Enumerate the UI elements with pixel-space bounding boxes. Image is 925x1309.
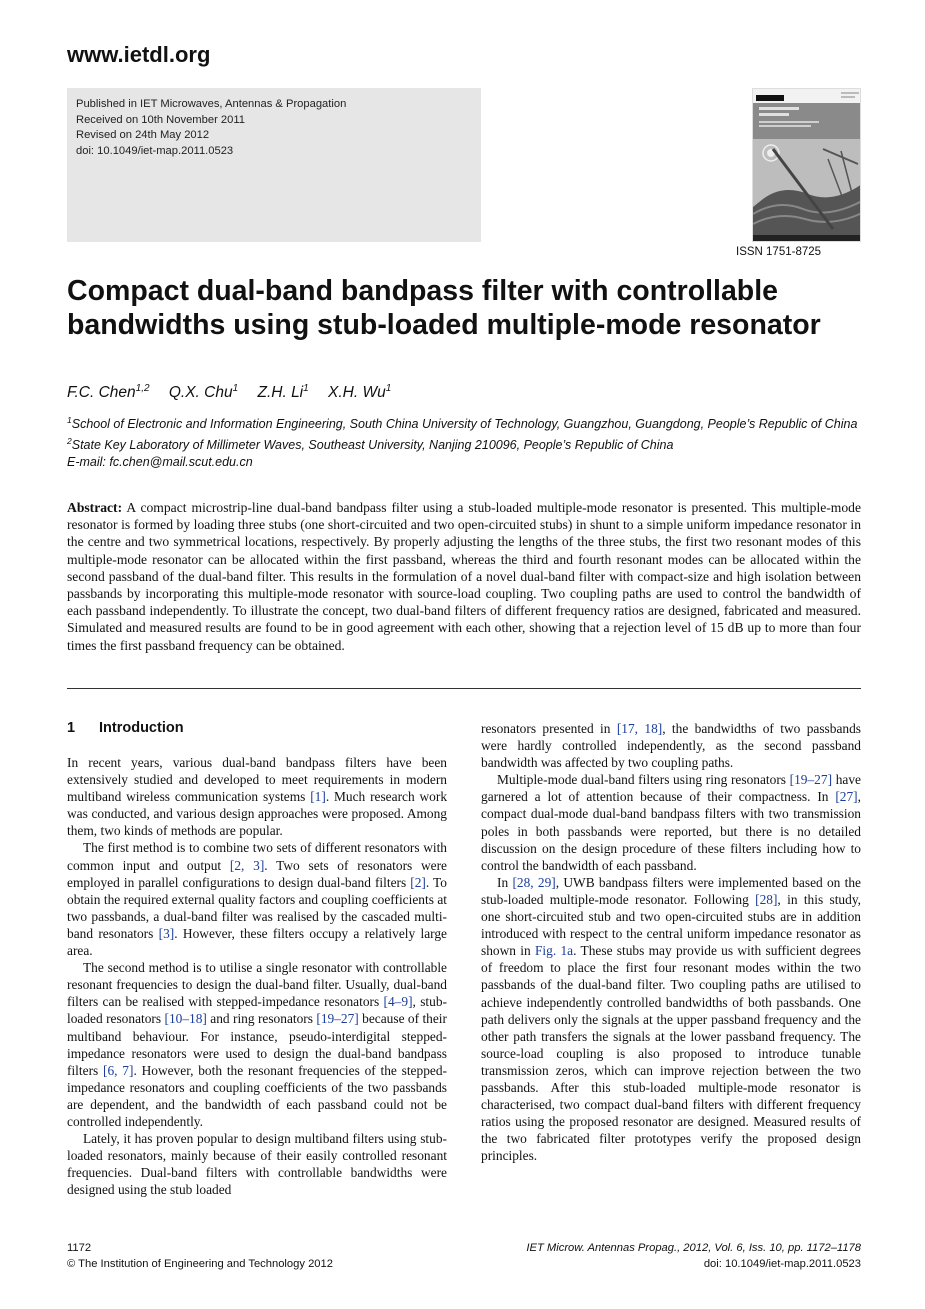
citation-link[interactable]: [2] [410, 874, 426, 890]
citation-link[interactable]: [10–18] [164, 1011, 207, 1027]
left-column [67, 720, 447, 1198]
citation-link[interactable]: [4–9] [383, 994, 413, 1010]
footer-left [67, 1240, 333, 1272]
affiliation-1: $^1$School of Electronic and Information Engineering, South China University of Technology, Guangzhou, Guangdong, People’s Republic of China [67, 415, 858, 432]
citation-link[interactable]: [2, 3] [229, 857, 265, 873]
paragraph: The second method is to utilise a single resonator with controllable resonant frequencies to design the dual-band filter. Usually, dual-band filters can be realised with stepped-impedance resonators [4–9], stub-loaded resonators [10–18] and ring resonators [19–27] because of their multiband behaviour. For instance, pseudo-interdigital stepped-impedance resonators were used to design the dual-band bandpass filters [6, 7]. However, both the resonant frequencies of the stepped-impedance resonators and coupling coefficients of the two passbands are dependent, and the bandwidth of each passband could not be controlled independently. [67, 960, 447, 1129]
revised-line: Revised on 24th May 2012 [76, 129, 210, 141]
site-url[interactable]: www.ietdl.org [67, 42, 211, 67]
citation-link[interactable]: [19–27] [789, 772, 833, 788]
journal-cover-image [752, 88, 861, 242]
paragraph: In recent years, various dual-band bandpass filters have been extensively studied and developed to meet requirements in modern multiband wireless communication systems [1]. Much research work was conducted, and various design approaches were proposed. Among them, two kinds of methods are popular. [67, 755, 448, 839]
paragraph: resonators presented in [17, 18], the bandwidths of two passbands were hardly controlled independently, as the second passband bandwidth was affected by two coupling paths. [481, 721, 861, 771]
page-number: 1172 [67, 1242, 92, 1254]
abstract-label: Abstract: [67, 500, 123, 515]
journal-cover-art [753, 89, 861, 242]
abstract [67, 499, 861, 654]
received-line: Received on 10th November 2011 [76, 113, 245, 126]
footer-doi: doi: 10.1049/iet-map.2011.0523 [703, 1258, 861, 1270]
citation-link[interactable]: [27] [835, 789, 858, 805]
author: Z.H. Li$^1$ [257, 383, 309, 402]
citation-link[interactable]: [17, 18] [616, 721, 663, 736]
publication-info-box [67, 88, 481, 242]
paper-title: Compact dual-band bandpass filter with controllable bandwidths using stub-loaded multiple-mode resonator [67, 275, 821, 341]
citation-link[interactable]: [3] [158, 925, 175, 941]
right-column [481, 720, 861, 1164]
paragraph: The first method is to combine two sets of different resonators with common input and output [2, 3]. Two sets of resonators were employed in parallel configurations to design dual-band filters [2]. To obtain the required external quality factors and coupling coefficients at two passbands, a dual-band filter was realised by the cascaded multi-band resonators [3]. However, these filters occupy a relatively large area. [67, 840, 447, 959]
doi-line: doi: 10.1049/iet-map.2011.0523 [76, 144, 234, 157]
affiliations [67, 412, 867, 471]
copyright: © The Institution of Engineering and Technology 2012 [67, 1258, 333, 1270]
contact-email[interactable]: E-mail: fc.chen@mail.scut.edu.cn [67, 455, 253, 470]
published-line: Published in IET Microwaves, Antennas & Propagation [76, 98, 347, 110]
footer-right [526, 1240, 861, 1272]
affiliation-2: $^2$State Key Laboratory of Millimeter Waves, Southeast University, Nanjing 210096, People’s Republic of China [67, 436, 674, 453]
abstract-text: A compact microstrip-line dual-band bandpass filter using a stub-loaded multiple-mode resonator is presented. This multiple-mode resonator is formed by loading three stubs (one short-circuited and two open-circuited stubs) in shunt to a simple uniform impedance resonator in the centre and two symmetrical locations, respectively. By properly adjusting the lengths of the three stubs, the first two resonant modes of this multiple-mode resonator can be allocated within the first passband, whereas the third and fourth resonant modes can be allocated within the second passband of the dual-band filter. This results in the formulation of a novel dual-band filter with compact-size and high isolation between passbands by incorporating this multiple-mode resonator with source-load coupling. Two coupling paths are used to control the bandwidth of each passband independently. To illustrate the concept, two dual-band filters of different frequency ratios are designed, fabricated and measured. Simulated and measured results are found to be in good agreement with each other, showing that a rejection level of 15 dB up to more than four times the first passband frequency can be obtained. [67, 500, 861, 653]
section-heading: 1 Introduction [67, 720, 184, 736]
author: Q.X. Chu$^1$ [168, 383, 239, 402]
issn: ISSN 1751-8725 [736, 246, 822, 258]
paragraph: In [28, 29], UWB bandpass filters were implemented based on the stub-loaded multiple-mode resonator. Following [28], in this study, one short-circuited stub and two open-circuited stubs are in addition introduced with respect to the central uniform impedance resonator as shown in Fig. 1a. These stubs may provide us with sufficient degrees of freedom to place the first four resonant modes within the two passbands of the dual-band filter. Two coupling paths are utilised to achieve independently controlled bandwidths of both passbands. One path delivers only the signals at the upper passband frequency and the other path transfers the signals at the lower passband frequency. The source-load coupling is also proposed to introduce tunable transmission zeros, which can improve rejection between the two passbands. After this stub-loaded multiple-mode resonator is characterised, two compact dual-band filters with different frequency ratios using the proposed resonator are designed. Measured results of the two fabricated filter prototypes verify the proposed design principles. [481, 874, 862, 1164]
figure-link[interactable]: Fig. 1a [534, 943, 574, 959]
journal-reference: IET Microw. Antennas Propag., 2012, Vol. 6, Iss. 10, pp. 1172–1178 [526, 1242, 861, 1254]
author: X.H. Wu$^1$ [328, 383, 392, 402]
author: F.C. Chen$^{1,2}$ [67, 383, 150, 402]
paragraph: Lately, it has proven popular to design multiband filters using stub-loaded resonators, mainly because of their easily controlled resonant frequencies. Dual-band filters with controllable bandwidths were designed using the stub loaded [67, 1131, 447, 1198]
citation-link[interactable]: [1] [310, 789, 326, 805]
citation-link[interactable]: [19–27] [316, 1011, 359, 1027]
paragraph: Multiple-mode dual-band filters using ring resonators [19–27] have garnered a lot of attention because of their compactness. In [27], compact dual-mode dual-band bandpass filters with two transmission poles in both passbands were reported, but there is no detailed discussion on the design procedure of these filters including how to control the bandwidth of each passband. [481, 772, 861, 873]
citation-link[interactable]: [28] [755, 891, 778, 907]
section-divider [67, 688, 861, 689]
citation-link[interactable]: [28, 29] [512, 874, 556, 890]
author-list [67, 383, 406, 402]
citation-link[interactable]: [6, 7] [103, 1062, 134, 1078]
